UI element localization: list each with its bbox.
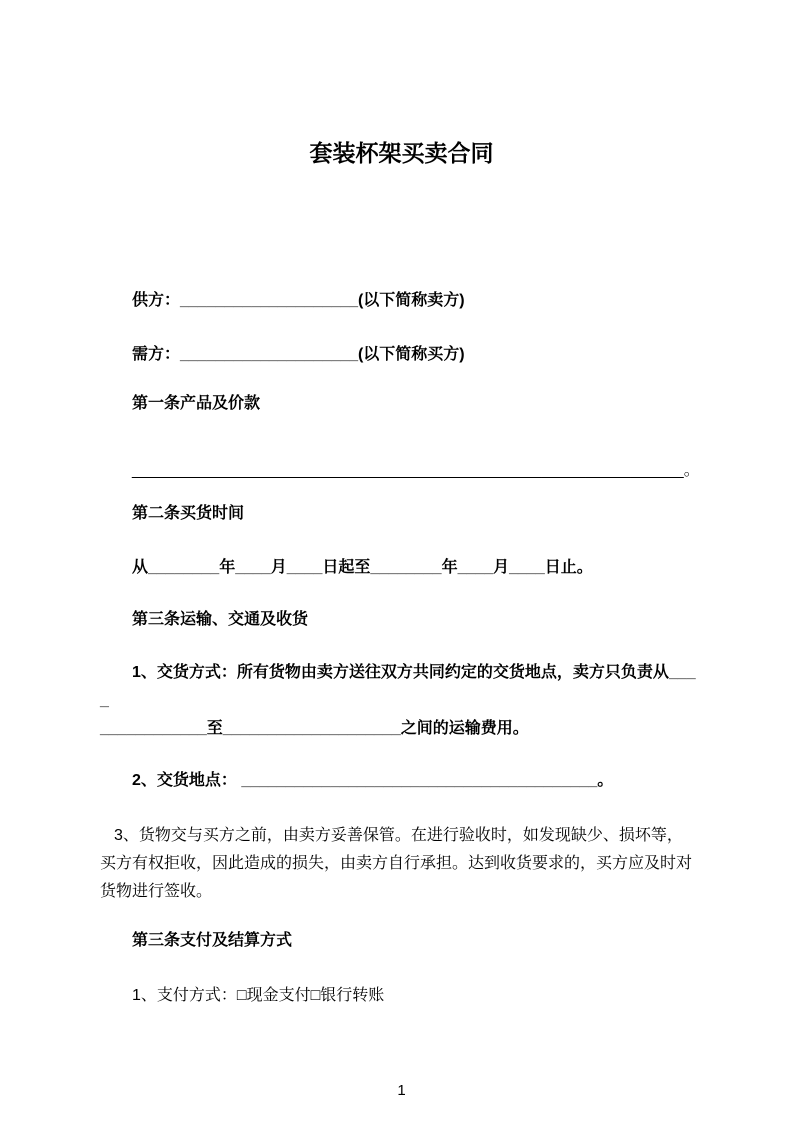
delivery-method-line-2: ____________至____________________之间的运输费用。: [100, 720, 529, 737]
buyer-line: 需方：____________________(以下简称买方): [132, 346, 465, 363]
goods-custody-line-2: 买方有权拒收，因此造成的损失，由卖方自行承担。达到收货要求的，买方应及时对: [100, 855, 693, 872]
goods-custody-line-1: 3、货物交与买方之前，由卖方妥善保管。在进行验收时，如发现缺少、损坏等，: [114, 827, 683, 844]
article-1-fill-line: ______________________________________________________________。: [132, 462, 700, 479]
payment-method-line: 1、支付方式：□现金支付□银行转账: [132, 987, 385, 1004]
supplier-line: 供方：____________________(以下简称卖方): [132, 292, 465, 309]
article-1-heading: 第一条产品及价款: [132, 395, 261, 412]
goods-custody-line-3: 货物进行签收。: [100, 883, 213, 900]
payment-article-heading: 第三条支付及结算方式: [132, 932, 293, 949]
document-title: 套装杯架买卖合同: [309, 140, 494, 166]
article-3-heading: 第三条运输、交通及收货: [132, 611, 309, 628]
purchase-period-line: 从________年____月____日起至________年____月____日止。: [132, 559, 593, 576]
page-number: 1: [397, 1082, 406, 1099]
goods-custody-paragraph: [100, 822, 703, 906]
delivery-method-line-1: 1、交货方式：所有货物由卖方送往双方共同约定的交货地点，卖方只负责从____: [100, 664, 696, 709]
delivery-method-paragraph: [100, 659, 703, 743]
delivery-place-line: 2、交货地点： ________________________________________。: [132, 772, 614, 789]
article-2-heading: 第二条买货时间: [132, 505, 245, 522]
